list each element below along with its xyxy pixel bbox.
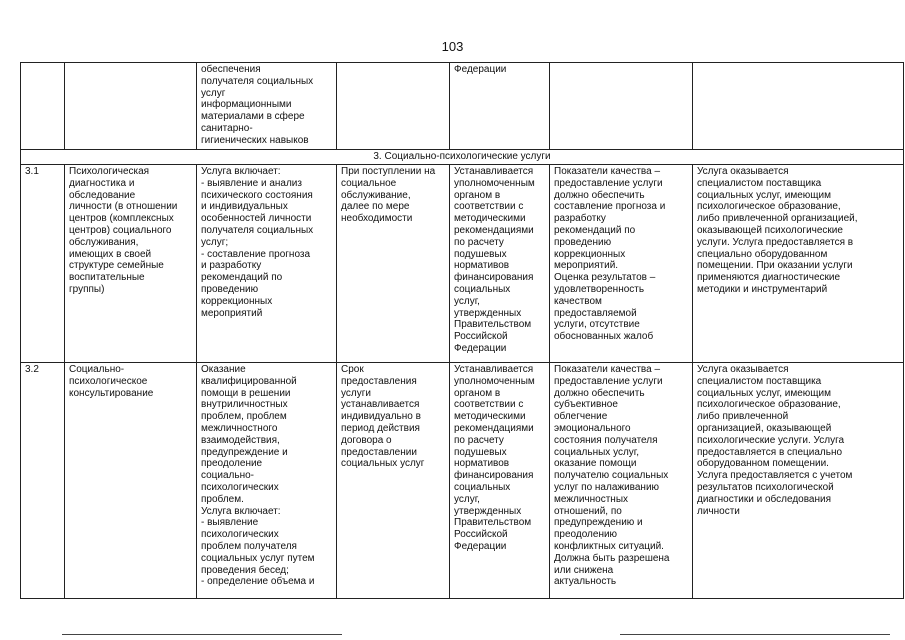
cell-name: Психологическая диагностика и обследование личности (в отношении центров (комплексных центров) социального обслуживания, имеющих в своей структуре семейные воспитательные группы) <box>65 165 197 363</box>
cell-timing <box>337 63 450 150</box>
table-row <box>21 165 904 363</box>
cell-num: 3.1 <box>21 165 65 363</box>
section-header-row <box>21 150 904 165</box>
cell-content: обеспечения получателя социальных услуг информационными материалами в сфере санитарно- гигиенических навыков <box>197 63 337 150</box>
cell-name <box>65 63 197 150</box>
services-table <box>20 62 904 599</box>
cell-norm: Федерации <box>450 63 550 150</box>
cell-quality: Показатели качества – предоставление услуги должно обеспечить субъективное облегчение эмоционального состояния получателя социальных услуг, оказание помощи получателю социальных услуг по налаживанию межличностных отношений, по предупреждению и преодолению конфликтных ситуаций. Должна быть разрешена или снижена актуальность <box>550 363 693 599</box>
cell-timing: Срок предоставления услуги устанавливается индивидуально в период действия договора о предоставлении социальных услуг <box>337 363 450 599</box>
cell-norm: Устанавливается уполномоченным органом в соответствии с методическими рекомендациями по расчету подушевых нормативов финансирования социальных услуг, утвержденных Правительством Российской Федерации <box>450 363 550 599</box>
scan-edge-line <box>620 634 890 635</box>
cell-timing: При поступлении на социальное обслуживание, далее по мере необходимости <box>337 165 450 363</box>
table-row-continuation <box>21 63 904 150</box>
table-row <box>21 363 904 599</box>
cell-quality <box>550 63 693 150</box>
cell-conditions: Услуга оказывается специалистом поставщика социальных услуг, имеющим психологическое образование, либо привлеченной организацией, оказывающей психологические услуги. Услуга предоставляется в специально оборудованном помещении. При оказании услуги применяются диагностические методики и инструментарий <box>693 165 904 363</box>
cell-norm: Устанавливается уполномоченным органом в соответствии с методическими рекомендациями по расчету подушевых нормативов финансирования социальных услуг, утвержденных Правительством Российской Федерации <box>450 165 550 363</box>
cell-content: Оказание квалифицированной помощи в решении внутриличностных проблем, проблем межличностного взаимодействия, предупреждение и преодоление социально- психологических проблем. Услуга включает: - выявление психологических проблем получателя социальных услуг путем проведения бесед; - определение объема и <box>197 363 337 599</box>
page-number: 103 <box>441 39 464 54</box>
cell-name: Социально- психологическое консультирование <box>65 363 197 599</box>
scan-edge-line <box>62 634 342 635</box>
cell-conditions <box>693 63 904 150</box>
cell-num <box>21 63 65 150</box>
cell-quality: Показатели качества – предоставление услуги должно обеспечить составление прогноза и разработку рекомендаций по проведению коррекционных мероприятий. Оценка результатов – удовлетворенность качеством предоставляемой услуги, отсутствие обоснованных жалоб <box>550 165 693 363</box>
cell-content: Услуга включает: - выявление и анализ психического состояния и индивидуальных особенностей личности получателя социальных услуг; - составление прогноза и разработку рекомендаций по проведению коррекционных мероприятий <box>197 165 337 363</box>
cell-num: 3.2 <box>21 363 65 599</box>
section-title: 3. Социально-психологические услуги <box>21 150 904 165</box>
cell-conditions: Услуга оказывается специалистом поставщика социальных услуг, имеющим психологическое образование, либо привлеченной организацией, оказывающей психологические услуги. Услуга предоставляется в специально оборудованном помещении. Услуга предоставляется с учетом результатов психологической диагностики и обследования личности <box>693 363 904 599</box>
